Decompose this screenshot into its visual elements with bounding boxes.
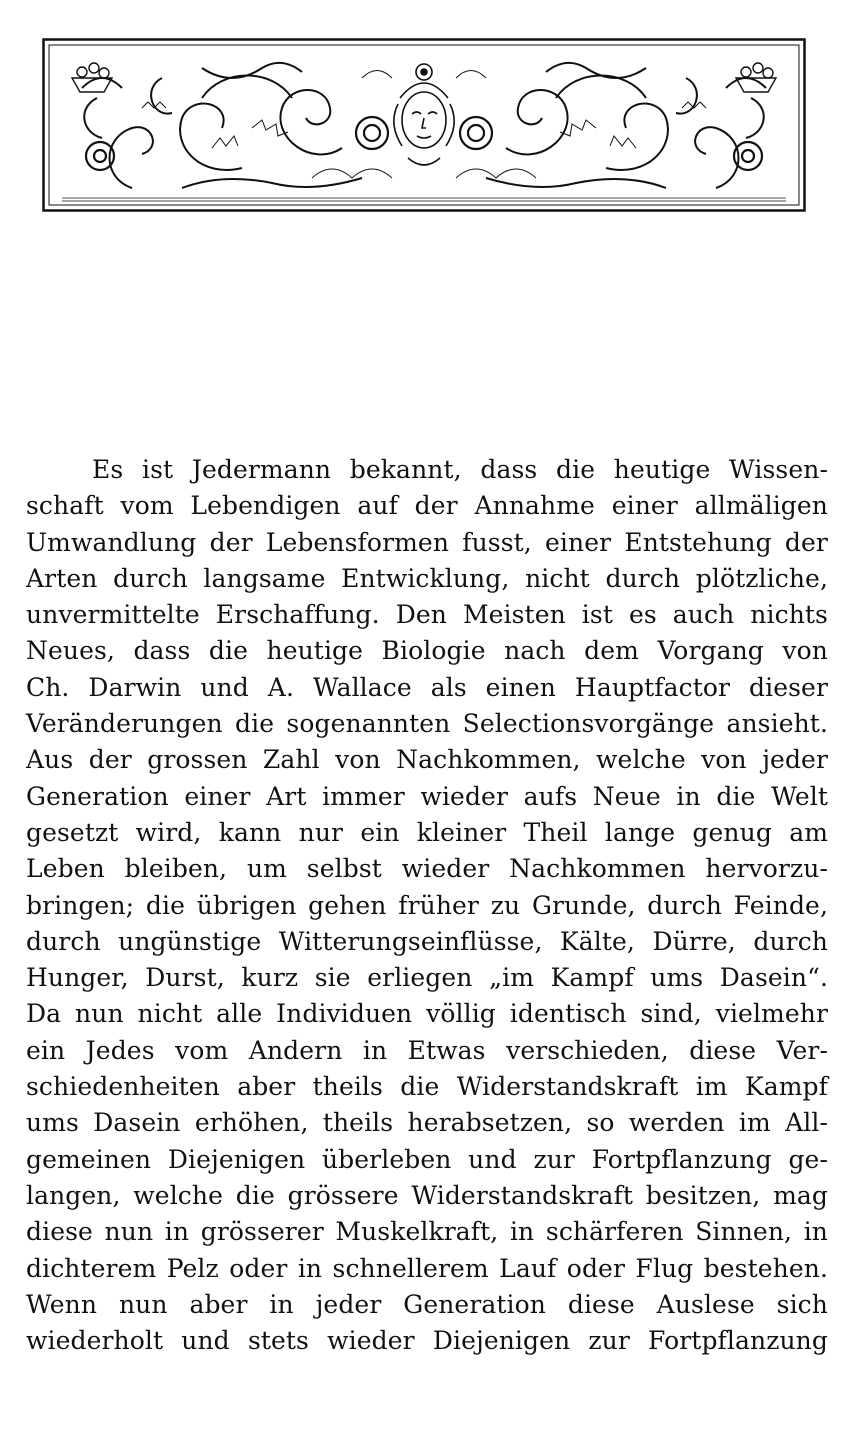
- text-line: Aus der grossen Zahl von Nachkommen, welche von jeder: [26, 745, 828, 775]
- text-line: durch ungünstige Witterungseinflüsse, Kälte, Dürre, durch: [26, 926, 828, 956]
- text-line: langen, welche die grössere Widerstandskraft besitzen, mag: [26, 1180, 828, 1210]
- text-line: Wenn nun aber in jeder Generation diese Auslese sich: [26, 1289, 828, 1319]
- text-line: Umwandlung der Lebensformen fusst, einer Entstehung der: [26, 527, 828, 557]
- ornament-illustration: [42, 38, 806, 212]
- text-line: Arten durch langsame Entwicklung, nicht durch plötzliche,: [26, 563, 828, 593]
- text-line: ums Dasein erhöhen, theils herabsetzen, so werden im All-: [26, 1108, 828, 1138]
- body-text: [26, 452, 828, 1359]
- text-line: Neues, dass die heutige Biologie nach dem Vorgang von: [26, 636, 828, 666]
- text-line: schiedenheiten aber theils die Widerstandskraft im Kampf: [26, 1072, 828, 1102]
- text-line: Leben bleiben, um selbst wieder Nachkommen hervorzu-: [26, 854, 828, 884]
- text-line: diese nun in grösserer Muskelkraft, in schärferen Sinnen, in: [26, 1217, 828, 1247]
- text-line: schaft vom Lebendigen auf der Annahme einer allmäligen: [26, 491, 828, 521]
- text-line: Veränderungen die sogenannten Selectionsvorgänge ansieht.: [26, 709, 828, 739]
- ornamental-header-band: [42, 38, 806, 212]
- text-line: Es ist Jedermann bekannt, dass die heutige Wissen-: [92, 455, 828, 484]
- text-line: Ch. Darwin und A. Wallace als einen Hauptfactor dieser: [26, 672, 828, 702]
- text-line: gemeinen Diejenigen überleben und zur Fortpflanzung ge-: [26, 1144, 828, 1174]
- text-line: bringen; die übrigen gehen früher zu Grunde, durch Feinde,: [26, 890, 828, 920]
- text-line: Da nun nicht alle Individuen völlig identisch sind, vielmehr: [26, 999, 828, 1029]
- text-line: gesetzt wird, kann nur ein kleiner Theil lange genug am: [26, 817, 828, 847]
- text-line: dichterem Pelz oder in schnellerem Lauf oder Flug bestehen.: [26, 1253, 828, 1283]
- text-line: ein Jedes vom Andern in Etwas verschieden, diese Ver-: [26, 1035, 828, 1065]
- text-line: unvermittelte Erschaffung. Den Meisten ist es auch nichts: [26, 600, 828, 630]
- text-line: Generation einer Art immer wieder aufs Neue in die Welt: [26, 781, 828, 811]
- text-line: Hunger, Durst, kurz sie erliegen „im Kampf ums Dasein“.: [26, 963, 828, 993]
- text-line: wiederholt und stets wieder Diejenigen zur Fortpflanzung: [26, 1326, 828, 1356]
